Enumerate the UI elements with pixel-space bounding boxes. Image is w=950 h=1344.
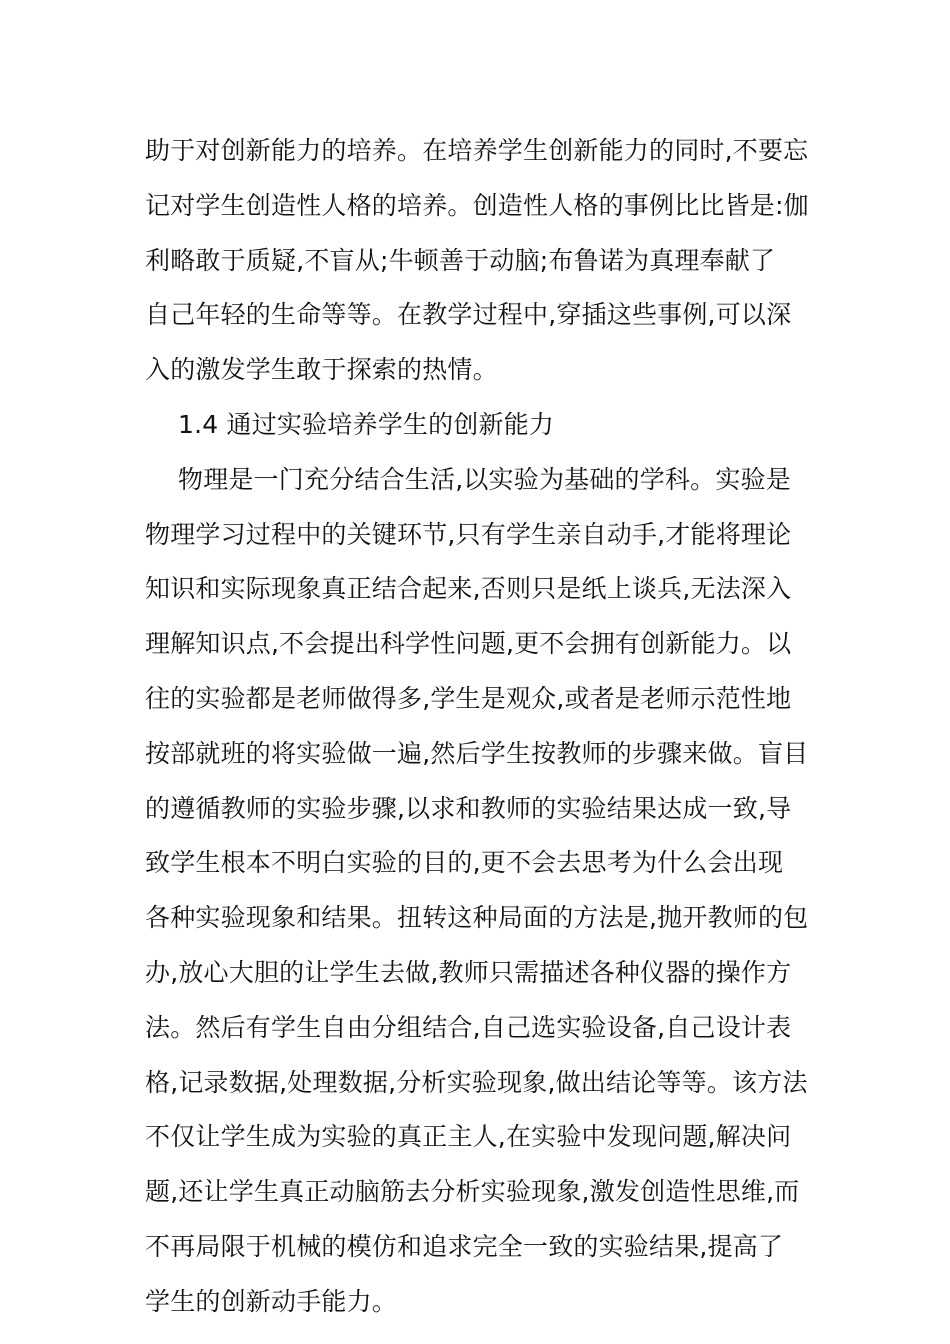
- paragraph-line: 利略敢于质疑,不盲从;牛顿善于动脑;布鲁诺为真理奉献了: [145, 245, 776, 275]
- paragraph-line: 格,记录数据,处理数据,分析实验现象,做出结论等等。该方法: [145, 1067, 808, 1097]
- paragraph-line: 知识和实际现象真正结合起来,否则只是纸上谈兵,无法深入: [145, 574, 792, 604]
- paragraph-line: 致学生根本不明白实验的目的,更不会去思考为什么会出现: [145, 848, 784, 878]
- paragraph-line: 物理学习过程中的关键环节,只有学生亲自动手,才能将理论: [145, 519, 792, 549]
- paragraph-line: 记对学生创造性人格的培养。创造性人格的事例比比皆是:伽: [145, 190, 809, 220]
- section-heading: 1.4 通过实验培养学生的创新能力: [178, 409, 555, 439]
- paragraph-line: 往的实验都是老师做得多,学生是观众,或者是老师示范性地: [145, 683, 792, 713]
- paragraph-line: 各种实验现象和结果。扭转这种局面的方法是,抛开教师的包: [145, 903, 809, 933]
- paragraph-line: 按部就班的将实验做一遍,然后学生按教师的步骤来做。盲目: [145, 738, 809, 768]
- paragraph-line: 自己年轻的生命等等。在教学过程中,穿插这些事例,可以深: [145, 300, 792, 330]
- paragraph-line: 办,放心大胆的让学生去做,教师只需描述各种仪器的操作方: [145, 957, 792, 987]
- paragraph-line: 入的激发学生敢于探索的热情。: [145, 355, 498, 385]
- paragraph-line: 不再局限于机械的模仿和追求完全一致的实验结果,提高了: [145, 1231, 784, 1261]
- paragraph-line: 学生的创新动手能力。: [145, 1286, 398, 1316]
- paragraph-line: 理解知识点,不会提出科学性问题,更不会拥有创新能力。以: [145, 629, 792, 659]
- paragraph-line: 的遵循教师的实验步骤,以求和教师的实验结果达成一致,导: [145, 793, 792, 823]
- paragraph-line: 助于对创新能力的培养。在培养学生创新能力的同时,不要忘: [145, 136, 809, 165]
- paragraph-line: 不仅让学生成为实验的真正主人,在实验中发现问题,解决问: [145, 1122, 792, 1152]
- paragraph-line: 题,还让学生真正动脑筋去分析实验现象,激发创造性思维,而: [145, 1177, 800, 1207]
- paragraph-line: 物理是一门充分结合生活,以实验为基础的学科。实验是: [178, 464, 791, 494]
- text-body: [145, 124, 825, 1330]
- paragraph-line: 法。然后有学生自由分组结合,自己选实验设备,自己设计表: [145, 1012, 792, 1042]
